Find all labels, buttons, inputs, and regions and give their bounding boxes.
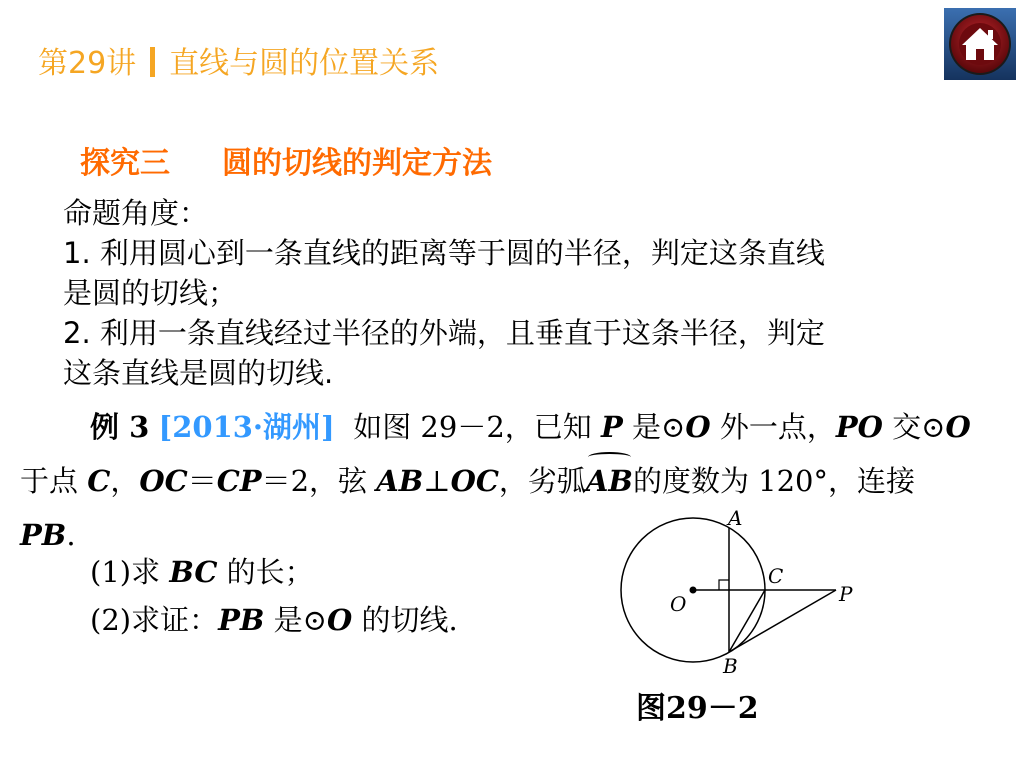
proposition-item-2-cont: 这条直线是圆的切线.	[63, 356, 334, 390]
text: 交⊙	[892, 410, 946, 444]
proposition-item-1: 1. 利用圆心到一条直线的距离等于圆的半径，判定这条直线	[63, 236, 825, 270]
text: 的切线.	[361, 603, 458, 637]
question-1	[90, 548, 458, 596]
example-label: 例 3	[90, 410, 150, 444]
var-O: O	[326, 603, 353, 637]
example-source: [2013·湖州]	[158, 410, 335, 444]
text: (1)求	[90, 555, 161, 589]
text: (2)求证：	[90, 603, 219, 637]
label-O: O	[670, 592, 687, 616]
center-point	[690, 587, 697, 594]
text: 的长；	[226, 555, 314, 589]
questions-block	[90, 548, 458, 644]
proposition-heading: 命题角度：	[63, 196, 209, 230]
text: 于点	[20, 464, 79, 498]
text: 的度数为 120°，连接	[632, 464, 916, 498]
text: 是⊙	[632, 410, 686, 444]
figure-caption: 图29－2	[636, 691, 759, 726]
right-angle-mark	[719, 580, 729, 590]
home-button[interactable]	[944, 8, 1016, 80]
example-line-2	[20, 454, 1010, 508]
var-O: O	[945, 410, 971, 444]
section-number: 探究三	[80, 146, 170, 181]
var-O: O	[685, 410, 711, 444]
geometry-figure	[610, 505, 870, 685]
text: ⊥	[423, 464, 451, 498]
var-P: P	[601, 410, 623, 444]
text: ，劣弧	[498, 464, 586, 498]
section-title	[80, 138, 492, 182]
lecture-number: 第29讲	[38, 46, 137, 81]
var-PB: PB	[218, 603, 265, 637]
var-OC: OC	[139, 464, 188, 498]
lecture-topic: 直线与圆的位置关系	[169, 46, 440, 81]
section-name: 圆的切线的判定方法	[222, 146, 492, 181]
var-PB: PB	[20, 518, 67, 552]
text: 是⊙	[273, 603, 327, 637]
var-C: C	[87, 464, 111, 498]
var-PO: PO	[835, 410, 883, 444]
label-C: C	[768, 564, 784, 588]
text: ＝	[187, 464, 217, 498]
text: 如图 29－2，已知	[353, 410, 592, 444]
header-divider	[150, 47, 155, 77]
var-CP: CP	[216, 464, 262, 498]
proposition-block	[63, 193, 963, 393]
home-icon	[944, 8, 1016, 80]
circle-tangent-diagram	[610, 505, 870, 685]
var-AB: AB	[376, 464, 424, 498]
text: 外一点，	[719, 410, 836, 444]
text: ＝2，弦	[261, 464, 368, 498]
label-B: B	[723, 654, 738, 678]
line-BC	[729, 590, 765, 652]
label-A: A	[728, 506, 743, 530]
var-BC: BC	[169, 555, 218, 589]
example-line-1	[20, 400, 1010, 454]
proposition-item-2: 2. 利用一条直线经过半径的外端，且垂直于这条半径，判定	[63, 316, 825, 350]
label-P: P	[839, 582, 853, 606]
proposition-item-1-cont: 是圆的切线；	[63, 276, 238, 310]
text: .	[66, 518, 76, 552]
page-header	[38, 38, 439, 82]
arc-AB: AB	[586, 454, 633, 508]
question-2	[90, 596, 458, 644]
var-OC: OC	[450, 464, 499, 498]
text: ，	[110, 464, 140, 498]
line-PB	[729, 590, 836, 652]
